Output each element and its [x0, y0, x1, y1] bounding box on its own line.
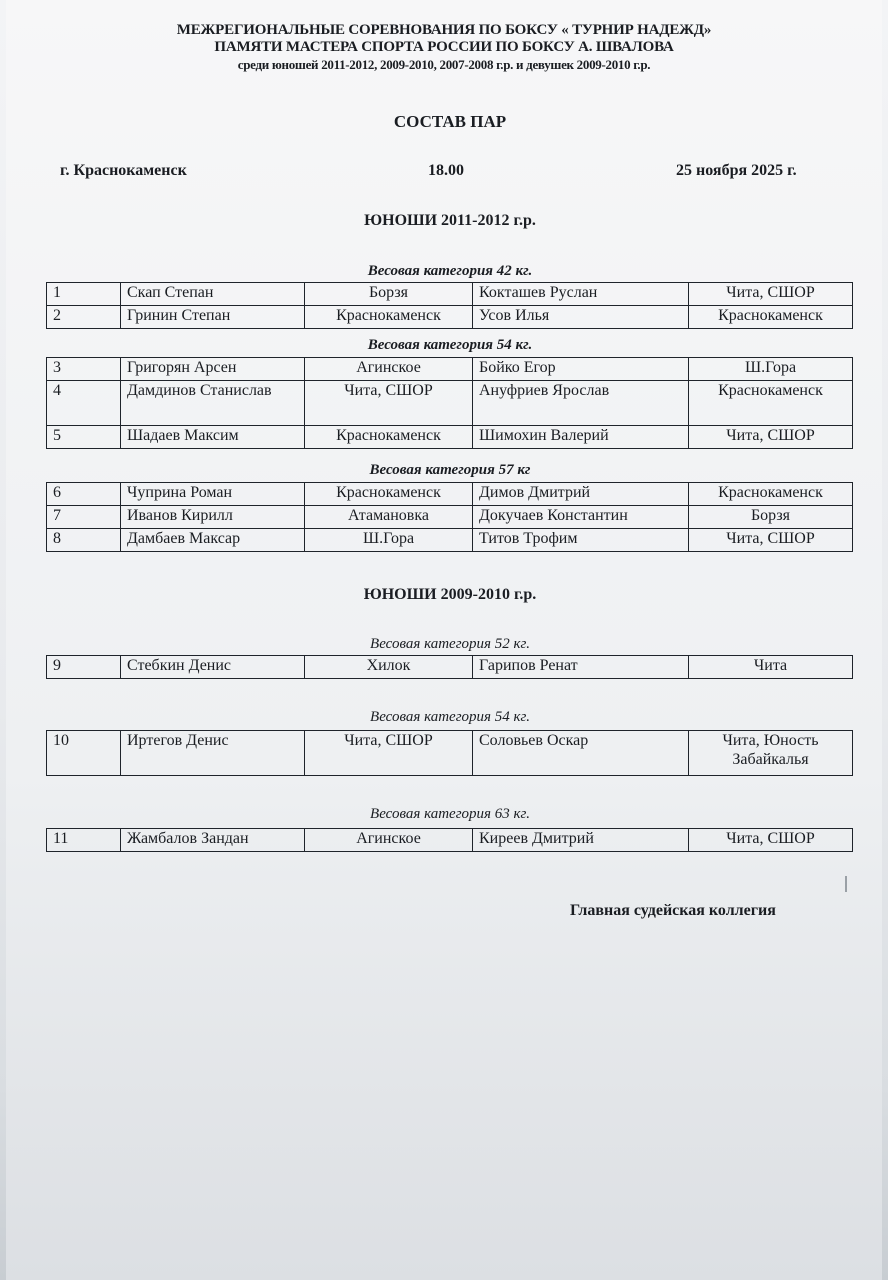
red-corner-club: Агинское	[305, 358, 473, 381]
blue-corner-club: Чита, СШОР	[689, 426, 853, 449]
table-row	[47, 506, 853, 529]
red-corner-club: Ш.Гора	[305, 529, 473, 552]
blue-corner-name: Докучаев Константин	[473, 506, 689, 529]
header-line-2: ПАМЯТИ МАСТЕРА СПОРТА РОССИИ ПО БОКСУ А. ШВАЛОВА	[214, 39, 674, 55]
pairs-table	[46, 828, 853, 852]
weight-category-label: Весовая категория 54 кг.	[370, 709, 530, 725]
red-corner-name: Гринин Степан	[121, 306, 305, 329]
blue-corner-club: Краснокаменск	[689, 483, 853, 506]
blue-corner-club: Чита, СШОР	[689, 829, 853, 852]
blue-corner-name: Димов Дмитрий	[473, 483, 689, 506]
red-corner-club: Чита, СШОР	[305, 731, 473, 776]
pair-number: 4	[47, 381, 121, 426]
blue-corner-club: Краснокаменск	[689, 381, 853, 426]
table-row	[47, 829, 853, 852]
table-row	[47, 483, 853, 506]
pair-number: 11	[47, 829, 121, 852]
table-row	[47, 381, 853, 426]
blue-corner-name: Усов Илья	[473, 306, 689, 329]
blue-corner-club: Борзя	[689, 506, 853, 529]
pairs-table	[46, 357, 853, 449]
pair-number: 9	[47, 656, 121, 679]
header-line-3: среди юношей 2011-2012, 2009-2010, 2007-2008 г.р. и девушек 2009-2010 г.р.	[237, 57, 651, 72]
header-line-1: МЕЖРЕГИОНАЛЬНЫЕ СОРЕВНОВАНИЯ ПО БОКСУ « ТУРНИР НАДЕЖД»	[176, 22, 712, 38]
red-corner-club: Борзя	[305, 283, 473, 306]
table-row	[47, 529, 853, 552]
pair-number: 2	[47, 306, 121, 329]
table-row	[47, 731, 853, 776]
group-title-2011-2012: ЮНОШИ 2011-2012 г.р.	[364, 212, 536, 229]
red-corner-club: Атамановка	[305, 506, 473, 529]
pair-number: 5	[47, 426, 121, 449]
meta-date: 25 ноября 2025 г.	[676, 162, 797, 179]
document-title: СОСТАВ ПАР	[393, 112, 507, 131]
blue-corner-name: Ануфриев Ярослав	[473, 381, 689, 426]
blue-corner-club: Краснокаменск	[689, 306, 853, 329]
blue-corner-club: Чита, СШОР	[689, 283, 853, 306]
weight-category-label: Весовая категория 63 кг.	[370, 806, 530, 822]
scan-mark	[845, 876, 847, 892]
red-corner-name: Скап Степан	[121, 283, 305, 306]
red-corner-name: Иртегов Денис	[121, 731, 305, 776]
weight-category-label: Весовая категория 52 кг.	[370, 636, 530, 652]
table-row	[47, 358, 853, 381]
red-corner-name: Стебкин Денис	[121, 656, 305, 679]
pairs-table	[46, 482, 853, 552]
red-corner-club: Хилок	[305, 656, 473, 679]
pair-number: 1	[47, 283, 121, 306]
blue-corner-name: Бойко Егор	[473, 358, 689, 381]
red-corner-club: Краснокаменск	[305, 306, 473, 329]
blue-corner-name: Киреев Дмитрий	[473, 829, 689, 852]
group-title-2009-2010: ЮНОШИ 2009-2010 г.р.	[363, 586, 537, 603]
weight-category-label: Весовая категория 42 кг.	[367, 263, 533, 279]
document-header	[0, 22, 888, 73]
red-corner-name: Иванов Кирилл	[121, 506, 305, 529]
table-row	[47, 306, 853, 329]
pairs-table	[46, 282, 853, 329]
blue-corner-club: Чита, СШОР	[689, 529, 853, 552]
blue-corner-name: Гарипов Ренат	[473, 656, 689, 679]
pairs-table	[46, 730, 853, 776]
blue-corner-name: Шимохин Валерий	[473, 426, 689, 449]
red-corner-name: Дамдинов Станислав	[121, 381, 305, 426]
red-corner-club: Краснокаменск	[305, 426, 473, 449]
table-row	[47, 656, 853, 679]
pair-number: 6	[47, 483, 121, 506]
red-corner-club: Краснокаменск	[305, 483, 473, 506]
red-corner-name: Григорян Арсен	[121, 358, 305, 381]
blue-corner-club: Чита	[689, 656, 853, 679]
red-corner-name: Чуприна Роман	[121, 483, 305, 506]
pair-number: 10	[47, 731, 121, 776]
weight-category-label: Весовая категория 57 кг	[369, 462, 531, 478]
blue-corner-name: Кокташев Руслан	[473, 283, 689, 306]
red-corner-club: Агинское	[305, 829, 473, 852]
blue-corner-club: Чита, Юность Забайкалья	[689, 731, 853, 776]
red-corner-name: Дамбаев Максар	[121, 529, 305, 552]
blue-corner-club: Ш.Гора	[689, 358, 853, 381]
table-row	[47, 283, 853, 306]
blue-corner-name: Титов Трофим	[473, 529, 689, 552]
pair-number: 3	[47, 358, 121, 381]
meta-city: г. Краснокаменск	[60, 162, 187, 179]
table-row	[47, 426, 853, 449]
judges-panel-signature: Главная судейская коллегия	[570, 902, 776, 919]
red-corner-club: Чита, СШОР	[305, 381, 473, 426]
red-corner-name: Жамбалов Зандан	[121, 829, 305, 852]
red-corner-name: Шадаев Максим	[121, 426, 305, 449]
pair-number: 8	[47, 529, 121, 552]
pairs-table	[46, 655, 853, 679]
weight-category-label: Весовая категория 54 кг.	[367, 337, 533, 353]
meta-time: 18.00	[428, 162, 464, 179]
blue-corner-name: Соловьев Оскар	[473, 731, 689, 776]
pair-number: 7	[47, 506, 121, 529]
